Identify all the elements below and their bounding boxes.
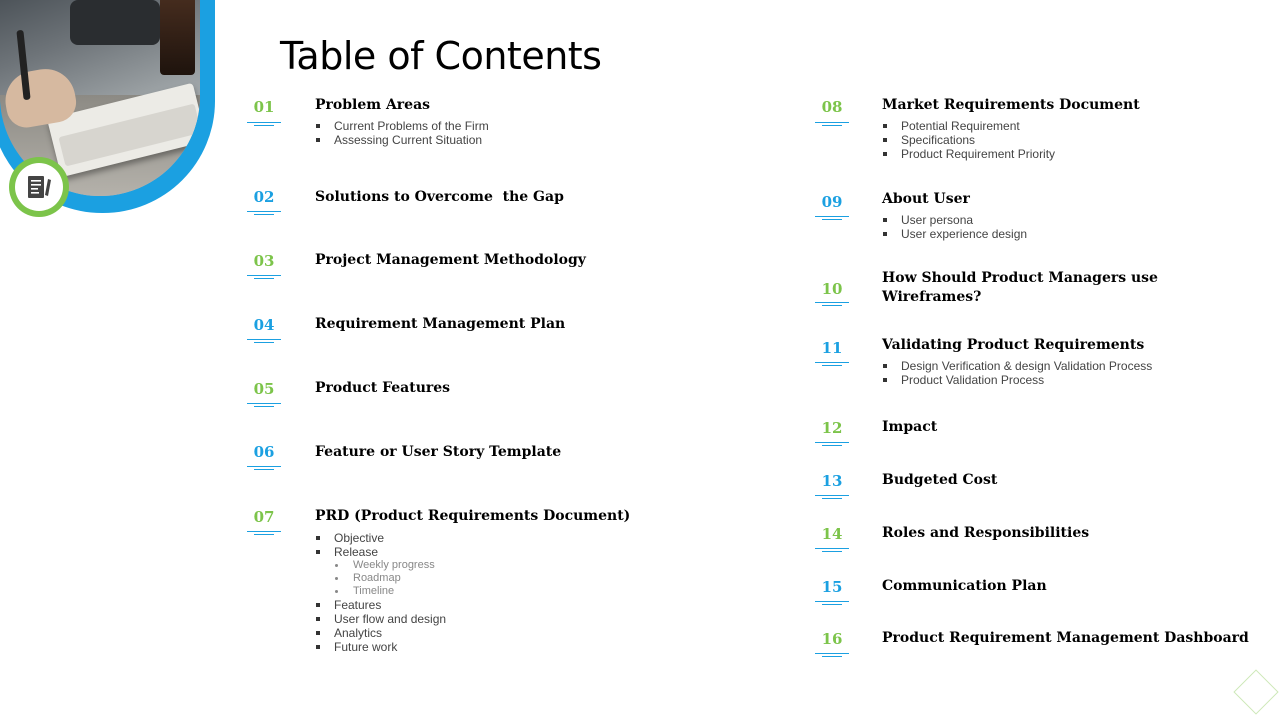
number-underline bbox=[247, 466, 281, 472]
list-item: Product Validation Process bbox=[882, 373, 1152, 387]
list-item: Design Verification & design Validation Process bbox=[882, 359, 1152, 373]
number-underline bbox=[815, 548, 849, 554]
page-title: Table of Contents bbox=[280, 34, 602, 78]
list-item: User flow and design bbox=[315, 612, 446, 626]
toc-number: 02 bbox=[253, 188, 275, 206]
toc-subitems bbox=[315, 531, 446, 654]
list-item: Future work bbox=[315, 640, 446, 654]
number-underline bbox=[815, 216, 849, 222]
toc-heading-line2: Wireframes? bbox=[882, 289, 982, 305]
toc-number: 08 bbox=[821, 98, 843, 116]
toc-number: 11 bbox=[821, 339, 843, 357]
toc-heading: Product Requirement Management Dashboard bbox=[882, 630, 1249, 646]
number-underline bbox=[247, 122, 281, 128]
list-item: Release bbox=[315, 545, 446, 559]
toc-number: 04 bbox=[253, 316, 275, 334]
toc-number: 15 bbox=[821, 578, 843, 596]
toc-heading: Feature or User Story Template bbox=[315, 444, 562, 460]
corner-diamond-decoration bbox=[1233, 669, 1278, 714]
toc-subitems bbox=[882, 359, 1152, 387]
number-underline bbox=[247, 531, 281, 537]
list-item: Current Problems of the Firm bbox=[315, 119, 489, 133]
toc-number: 07 bbox=[253, 508, 275, 526]
list-item: Features bbox=[315, 598, 446, 612]
toc-heading: Roles and Responsibilities bbox=[882, 525, 1090, 541]
list-subitem: Roadmap bbox=[315, 572, 446, 585]
toc-heading: About User bbox=[882, 191, 970, 207]
list-item: Analytics bbox=[315, 626, 446, 640]
list-item: Objective bbox=[315, 531, 446, 545]
number-underline bbox=[815, 362, 849, 368]
toc-number: 14 bbox=[821, 525, 843, 543]
number-underline bbox=[247, 339, 281, 345]
list-item: Assessing Current Situation bbox=[315, 133, 489, 147]
toc-heading: PRD (Product Requirements Document) bbox=[315, 508, 631, 524]
number-underline bbox=[815, 601, 849, 607]
toc-number: 12 bbox=[821, 419, 843, 437]
toc-subitems bbox=[882, 119, 1055, 161]
toc-heading: Budgeted Cost bbox=[882, 472, 998, 488]
toc-number: 09 bbox=[821, 193, 843, 211]
toc-number: 10 bbox=[821, 280, 843, 298]
toc-heading: How Should Product Managers use bbox=[882, 270, 1158, 286]
toc-heading: Market Requirements Document bbox=[882, 97, 1140, 113]
list-item: User persona bbox=[882, 213, 1027, 227]
list-item: Product Requirement Priority bbox=[882, 147, 1055, 161]
number-underline bbox=[247, 275, 281, 281]
notepad-pen-icon bbox=[25, 173, 53, 201]
list-item: User experience design bbox=[882, 227, 1027, 241]
toc-heading: Communication Plan bbox=[882, 578, 1047, 594]
number-underline bbox=[815, 442, 849, 448]
toc-heading: Validating Product Requirements bbox=[882, 337, 1145, 353]
toc-heading: Requirement Management Plan bbox=[315, 316, 566, 332]
toc-number: 01 bbox=[253, 98, 275, 116]
toc-heading: Project Management Methodology bbox=[315, 252, 586, 268]
toc-subitems bbox=[882, 213, 1027, 241]
number-underline bbox=[815, 495, 849, 501]
number-underline bbox=[815, 122, 849, 128]
toc-heading: Product Features bbox=[315, 380, 451, 396]
list-item: Potential Requirement bbox=[882, 119, 1055, 133]
list-item: Specifications bbox=[882, 133, 1055, 147]
list-subitem: Timeline bbox=[315, 585, 446, 598]
number-underline bbox=[815, 653, 849, 659]
badge bbox=[9, 157, 69, 217]
toc-number: 13 bbox=[821, 472, 843, 490]
toc-subitems bbox=[315, 119, 489, 147]
number-underline bbox=[247, 403, 281, 409]
toc-heading: Problem Areas bbox=[315, 97, 431, 113]
number-underline bbox=[247, 211, 281, 217]
toc-heading: Solutions to Overcome the Gap bbox=[315, 189, 564, 205]
toc-number: 16 bbox=[821, 630, 843, 648]
toc-number: 06 bbox=[253, 443, 275, 461]
number-underline bbox=[815, 302, 849, 308]
list-subitem: Weekly progress bbox=[315, 559, 446, 572]
toc-number: 05 bbox=[253, 380, 275, 398]
toc-number: 03 bbox=[253, 252, 275, 270]
toc-heading: Impact bbox=[882, 419, 938, 435]
